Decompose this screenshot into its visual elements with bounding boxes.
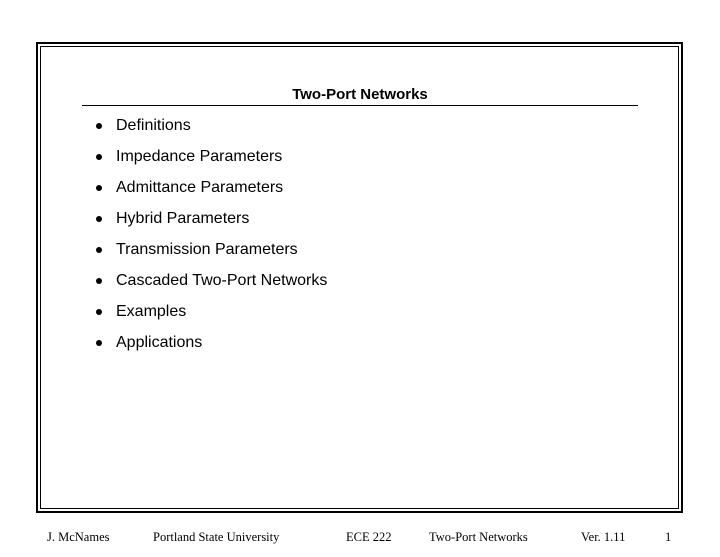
slide-footer [0,528,720,546]
slide-title: Two-Port Networks [292,86,428,103]
bullet-icon [96,216,102,222]
list-item-label: Hybrid Parameters [116,210,250,227]
bullet-icon [96,247,102,253]
list-item [96,301,327,332]
footer-author: J. McNames [47,530,110,544]
bullet-icon [96,123,102,129]
list-item-label: Examples [116,303,187,320]
list-item-label: Cascaded Two-Port Networks [116,272,328,289]
topic-list [96,115,327,363]
list-item [96,208,327,239]
footer-page-number: 1 [665,530,672,544]
list-item [96,270,327,301]
list-item [96,332,327,363]
list-item [96,177,327,208]
bullet-icon [96,154,102,160]
list-item-label: Admittance Parameters [116,179,284,196]
bullet-icon [96,309,102,315]
footer-course: ECE 222 [346,530,392,544]
list-item [96,115,327,146]
list-item-label: Applications [116,334,203,351]
list-item [96,239,327,270]
list-item-label: Impedance Parameters [116,148,283,165]
title-underline [82,105,638,106]
list-item [96,146,327,177]
footer-topic: Two-Port Networks [429,530,528,544]
footer-version: Ver. 1.11 [581,530,626,544]
bullet-icon [96,340,102,346]
list-item-label: Definitions [116,117,191,134]
footer-institution: Portland State University [153,530,280,544]
list-item-label: Transmission Parameters [116,241,298,258]
bullet-icon [96,278,102,284]
bullet-icon [96,185,102,191]
